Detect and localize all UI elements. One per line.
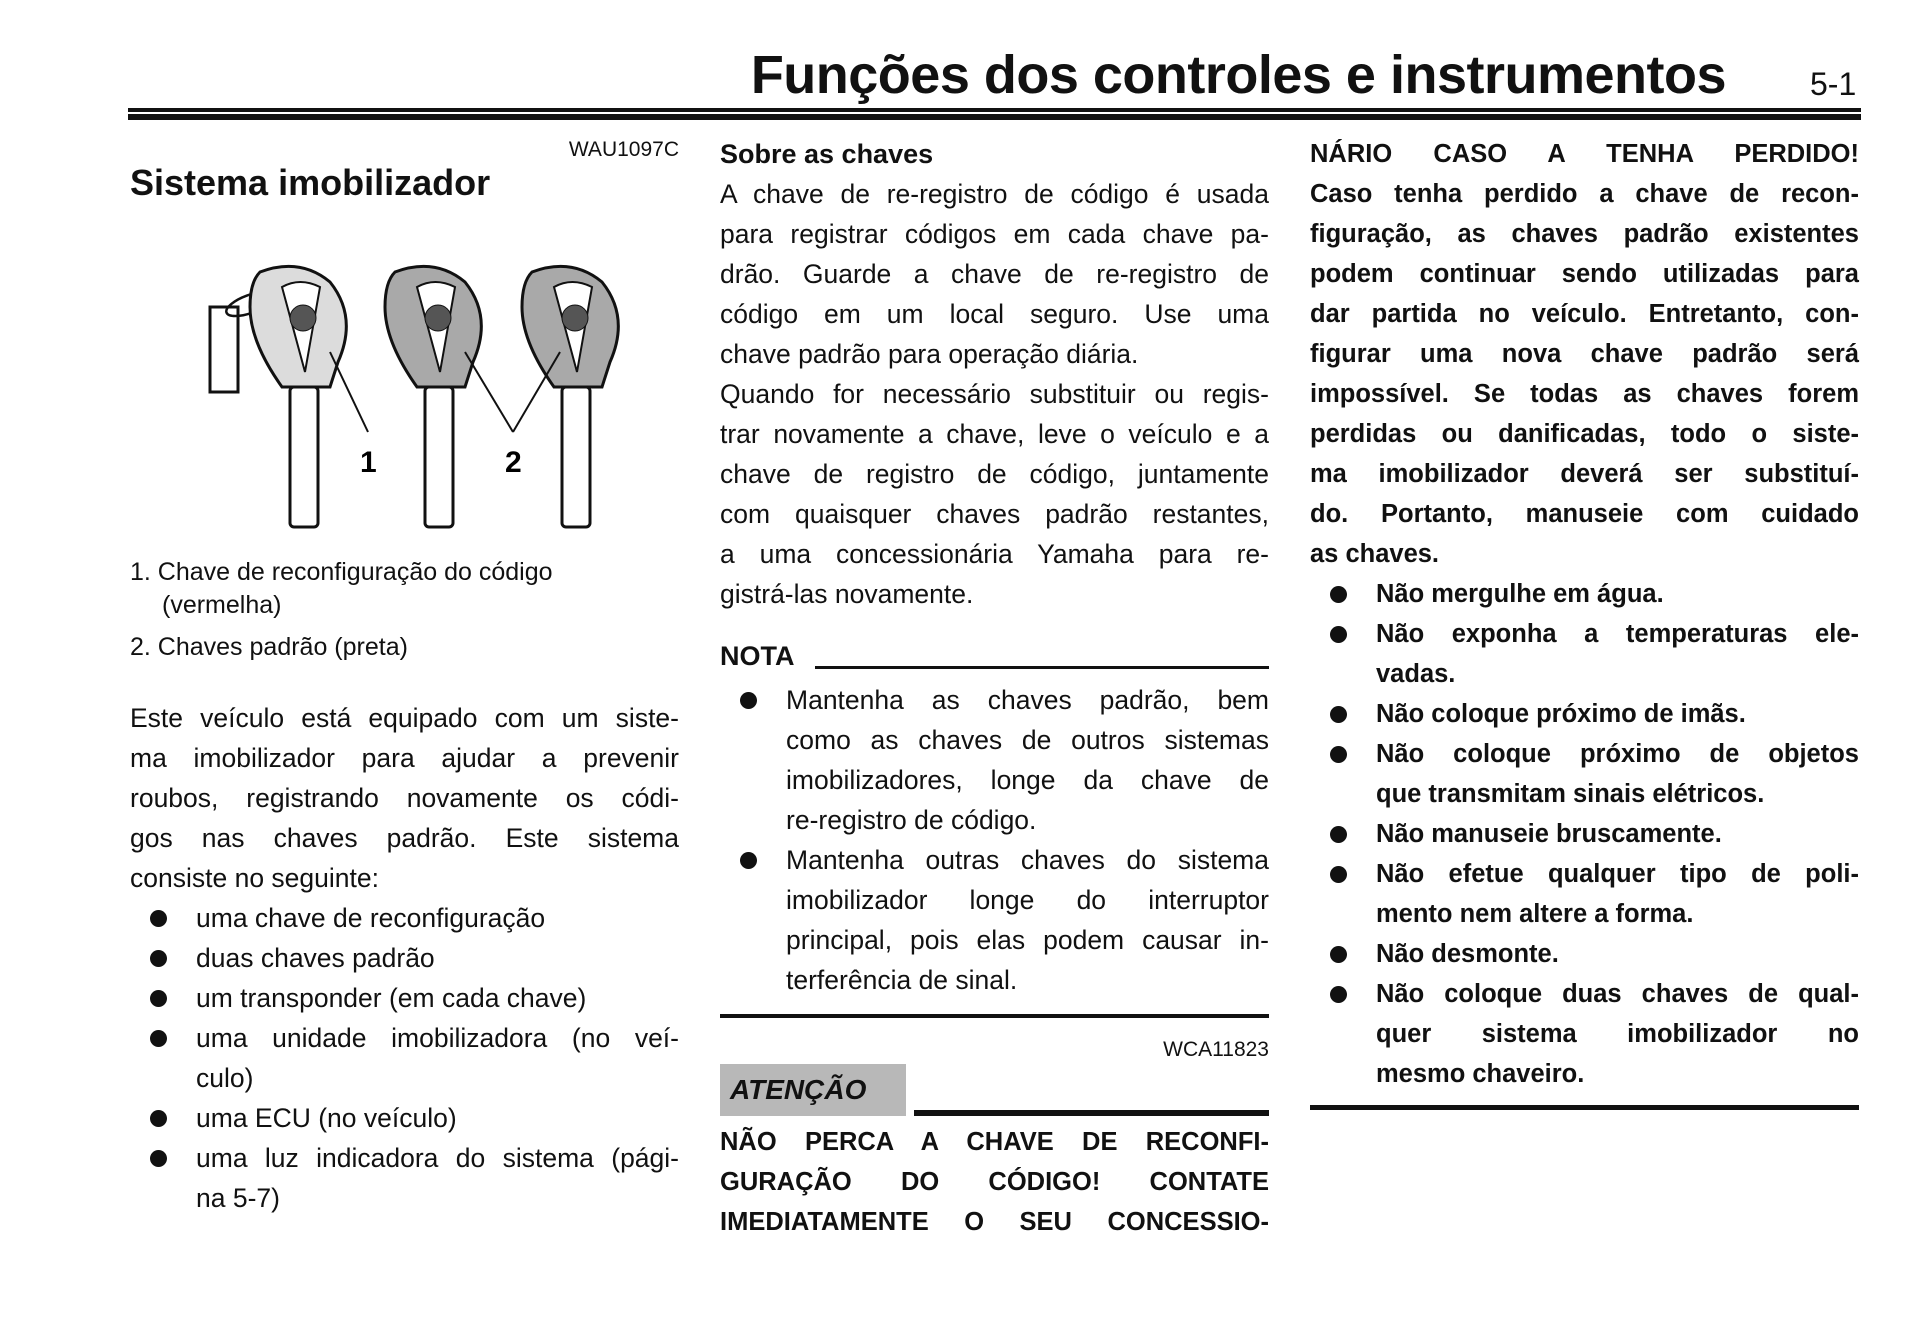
note-list — [720, 680, 1269, 1000]
text-line: chave padrão para operação diária. — [720, 339, 1139, 369]
list-item — [1310, 694, 1859, 734]
handling-list — [1310, 574, 1859, 1094]
warning-continued — [1310, 134, 1859, 574]
text-line: Este veículo está equipado com um siste- — [130, 703, 679, 733]
bullet-icon — [150, 1150, 167, 1167]
text-line: chave de registro de código, juntamente — [720, 459, 1269, 489]
components-list — [130, 898, 679, 1218]
text-line: as chaves. — [1310, 540, 1440, 568]
list-item — [1310, 934, 1859, 974]
text-line: mesmo chaveiro. — [1376, 1060, 1585, 1088]
bullet-icon — [1330, 946, 1347, 963]
subheading: Sobre as chaves — [720, 139, 934, 169]
text-line: vadas. — [1376, 660, 1456, 688]
para-replace-keys — [720, 374, 1269, 614]
list-item — [720, 680, 1269, 840]
text-line: perdidas ou danificadas, todo o siste- — [1310, 420, 1859, 448]
bullet-icon — [1330, 866, 1347, 883]
text-line: uma chave de reconfiguração — [196, 903, 546, 933]
text-line: código em um local seguro. Use uma — [720, 299, 1269, 329]
page-number: 5-1 — [1810, 66, 1857, 102]
list-item — [1310, 974, 1859, 1094]
intro-paragraph — [130, 698, 679, 898]
text-line: do. Portanto, manuseie com cuidado — [1310, 500, 1859, 528]
text-line: uma ECU (no veículo) — [196, 1103, 457, 1133]
text-line: figurar uma nova chave padrão será — [1310, 340, 1859, 368]
text-line: terferência de sinal. — [786, 965, 1018, 995]
text-line: figuração, as chaves padrão existentes — [1310, 220, 1859, 248]
text-line: Não desmonte. — [1376, 940, 1559, 968]
list-item — [1310, 814, 1859, 854]
text-line: ma imobilizador para ajudar a prevenir — [130, 743, 679, 773]
column-1 — [130, 138, 679, 162]
bullet-icon — [150, 1110, 167, 1127]
key-standard-icon — [522, 266, 618, 527]
text-line: que transmitam sinais elétricos. — [1376, 780, 1765, 808]
bullet-icon — [740, 852, 757, 869]
text-line: gistrá-las novamente. — [720, 579, 974, 609]
text-line: mento nem altere a forma. — [1376, 900, 1694, 928]
text-line: para registrar códigos em cada chave pa- — [720, 219, 1269, 249]
text-line: re-registro de código. — [786, 805, 1037, 835]
key-reconfiguration-icon — [210, 266, 346, 527]
text-line: principal, pois elas podem causar in- — [786, 925, 1269, 955]
text-line: Não coloque duas chaves de qual- — [1376, 980, 1859, 1008]
list-item — [130, 1138, 679, 1218]
figure-label-2: 2 — [505, 446, 522, 479]
text-line: na 5-7) — [196, 1183, 280, 1213]
text-line: trar novamente a chave, leve o veículo e a — [720, 419, 1269, 449]
section-code: WAU1097C — [568, 138, 679, 161]
list-item — [1310, 574, 1859, 614]
caption-2: 2. Chaves padrão (preta) — [130, 633, 408, 661]
text-line: podem continuar sendo utilizadas para — [1310, 260, 1859, 288]
warning-rule — [914, 1110, 1269, 1116]
header-rule-thick — [128, 114, 1861, 120]
text-line: um transponder (em cada chave) — [196, 983, 587, 1013]
figure-captions — [130, 556, 679, 664]
text-line: Quando for necessário substituir ou regis- — [720, 379, 1269, 409]
bullet-icon — [150, 950, 167, 967]
list-item — [720, 840, 1269, 1000]
text-line: Mantenha outras chaves do sistema — [786, 845, 1269, 875]
warning-code: WCA11823 — [1163, 1038, 1269, 1061]
list-item — [130, 898, 679, 938]
text-line: como as chaves de outros sistemas — [786, 725, 1269, 755]
text-line: imobilizador longe do interruptor — [786, 885, 1269, 915]
text-line: Não coloque próximo de imãs. — [1376, 700, 1746, 728]
text-line: Mantenha as chaves padrão, bem — [786, 685, 1269, 715]
text-line: com quaisquer chaves padrão restantes, — [720, 499, 1269, 529]
text-line: culo) — [196, 1063, 254, 1093]
note-end-rule — [720, 1014, 1269, 1018]
text-line: Não mergulhe em água. — [1376, 580, 1664, 608]
bullet-icon — [740, 692, 757, 709]
text-line: Não efetue qualquer tipo de poli- — [1376, 860, 1859, 888]
text-line: impossível. Se todas as chaves forem — [1310, 380, 1859, 408]
bullet-icon — [150, 1030, 167, 1047]
text-line: roubos, registrando novamente os códi- — [130, 783, 679, 813]
warning-end-rule — [1310, 1105, 1859, 1110]
section-heading: Sistema imobilizador — [130, 162, 491, 203]
text-line: Caso tenha perdido a chave de recon- — [1310, 180, 1859, 208]
text-line: quer sistema imobilizador no — [1376, 1020, 1859, 1048]
list-item — [130, 1098, 679, 1138]
text-line: dar partida no veículo. Entretanto, con- — [1310, 300, 1859, 328]
key-standard-icon — [385, 266, 481, 527]
list-item — [1310, 734, 1859, 814]
figure-label-1: 1 — [360, 446, 377, 479]
bullet-icon — [1330, 626, 1347, 643]
text-line: a uma concessionária Yamaha para re- — [720, 539, 1269, 569]
text-line: NÃO PERCA A CHAVE DE RECONFI- — [720, 1128, 1269, 1156]
text-line: drão. Guarde a chave de re-registro de — [720, 259, 1269, 289]
bullet-icon — [1330, 826, 1347, 843]
text-line: uma luz indicadora do sistema (pági- — [196, 1143, 679, 1173]
caption-1: 1. Chave de reconfiguração do código (vermelha) — [130, 558, 553, 619]
text-line: imobilizadores, longe da chave de — [786, 765, 1269, 795]
text-line: A chave de re-registro de código é usada — [720, 179, 1269, 209]
text-line: consiste no seguinte: — [130, 863, 379, 893]
keys-illustration — [200, 262, 640, 542]
warning-badge — [720, 1064, 906, 1116]
bullet-icon — [1330, 706, 1347, 723]
bullet-icon — [150, 990, 167, 1007]
bullet-icon — [1330, 586, 1347, 603]
para-about-keys — [720, 174, 1269, 374]
bullet-icon — [150, 910, 167, 927]
header-rule — [128, 108, 1861, 112]
warning-label: ATENÇÃO — [730, 1074, 867, 1105]
list-item — [130, 938, 679, 978]
page-title: Funções dos controles e instrumentos — [750, 45, 1726, 105]
note-label: NOTA — [720, 641, 795, 671]
text-line: IMEDIATAMENTE O SEU CONCESSIO- — [720, 1208, 1269, 1236]
bullet-icon — [1330, 986, 1347, 1003]
text-line: duas chaves padrão — [196, 943, 435, 973]
list-item — [130, 1018, 679, 1098]
text-line: NÁRIO CASO A TENHA PERDIDO! — [1310, 140, 1859, 168]
text-line: Não coloque próximo de objetos — [1376, 740, 1859, 768]
bullet-icon — [1330, 746, 1347, 763]
text-line: Não exponha a temperaturas ele- — [1376, 620, 1859, 648]
text-line: GURAÇÃO DO CÓDIGO! CONTATE — [720, 1168, 1269, 1196]
text-line: uma unidade imobilizadora (no veí- — [196, 1023, 679, 1053]
text-line: ma imobilizador deverá ser substituí- — [1310, 460, 1859, 488]
note-rule — [815, 666, 1269, 669]
list-item — [1310, 854, 1859, 934]
warning-text — [720, 1122, 1269, 1242]
list-item — [130, 978, 679, 1018]
text-line: gos nas chaves padrão. Este sistema — [130, 823, 679, 853]
list-item — [1310, 614, 1859, 694]
text-line: Não manuseie bruscamente. — [1376, 820, 1722, 848]
